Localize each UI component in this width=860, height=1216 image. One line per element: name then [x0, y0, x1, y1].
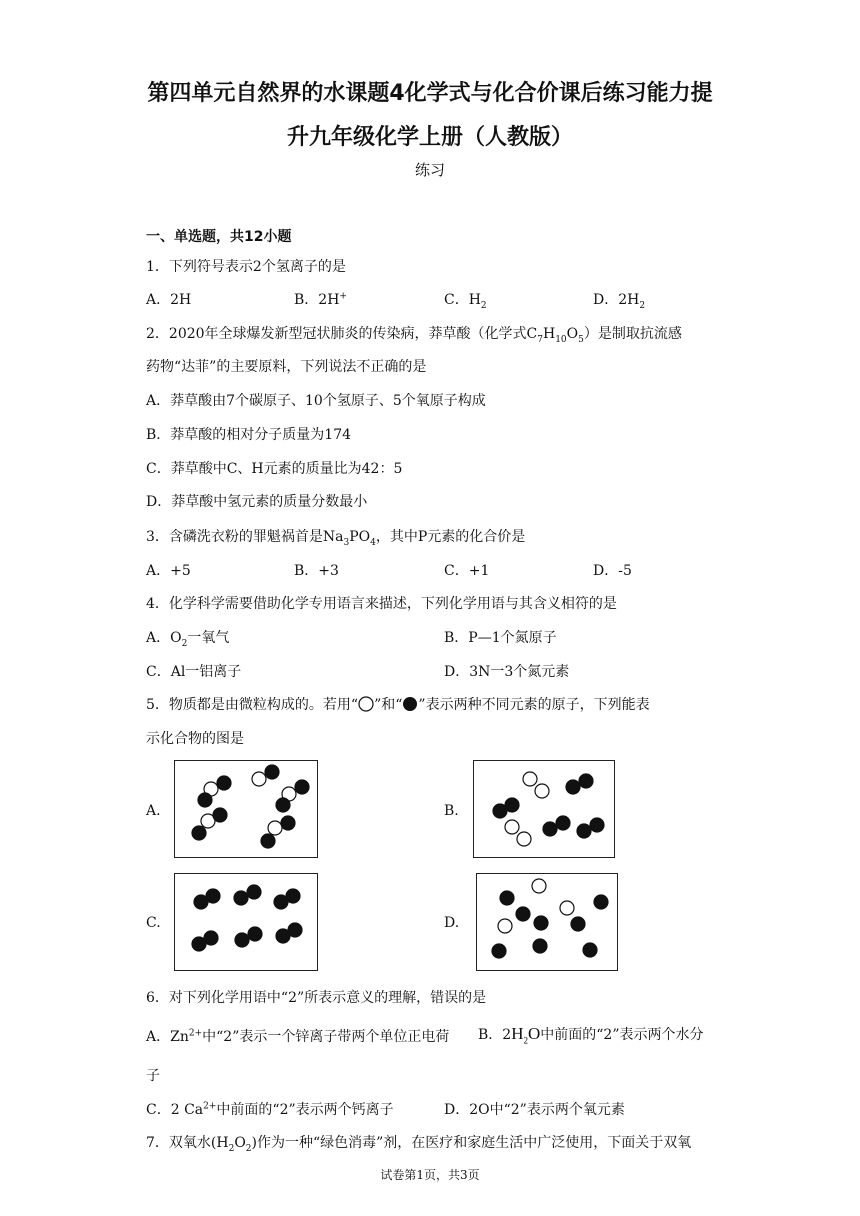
q6-option-b: B．$2H_2O$中前面的“2”表示两个水分 — [478, 1024, 704, 1046]
q5-diagram-b — [473, 760, 615, 858]
section-heading: 一、单选题，共12小题 — [146, 229, 292, 245]
q6-option-c: C．2 $Ca^{2+}$中前面的“2”表示两个钙离子 — [146, 1101, 394, 1118]
q3-option-a: A．+5 — [146, 563, 191, 579]
q2-option-a: A．莽草酸由7个碳原子、10个氢原子、5个氧原子构成 — [146, 393, 486, 409]
page-title-line-2: 升九年级化学上册（人教版） — [286, 125, 573, 150]
question-2-stem-line-2: 药物“达菲”的主要原料，下列说法不正确的是 — [146, 359, 427, 375]
q6-option-a: A．$Zn^{2+}$中“2”表示一个锌离子带两个单位正电荷 — [146, 1028, 450, 1045]
q1-option-b: B．2H+ — [294, 291, 347, 308]
question-1-stem: 1．下列符号表示2个氢离子的是 — [146, 259, 346, 275]
q2-option-b: B．莽草酸的相对分子质量为174 — [146, 427, 352, 443]
q1-option-a: A．2H — [146, 292, 192, 308]
page-title-line-1: 第四单元自然界的水课题4化学式与化合价课后练习能力提 — [147, 81, 713, 106]
q2-option-c: C．莽草酸中C、H元素的质量比为42：5 — [146, 461, 403, 477]
q2-option-d: D．莽草酸中氢元素的质量分数最小 — [146, 494, 368, 510]
q1-option-c: C．$H_2$ — [444, 292, 487, 311]
hollow-atom-icon — [358, 696, 374, 712]
q6-option-d: D．2O中“2”表示两个氧元素 — [444, 1102, 625, 1118]
page-footer: 试卷第1页，共3页 — [380, 1168, 480, 1182]
q4-option-a: A．$O_2$一氧气 — [146, 630, 230, 649]
q5-option-b-label: B. — [444, 803, 459, 819]
q3-option-d: D．-5 — [593, 563, 632, 579]
question-7-stem: 7．双氧水$(H_2O_2)$作为一种“绿色消毒”剂，在医疗和家庭生活中广泛使用，下面关于双氧 — [146, 1135, 692, 1154]
q5-option-c-label: C. — [146, 915, 161, 931]
q5-diagram-a — [174, 760, 318, 858]
q3-option-c: C．+1 — [444, 563, 490, 579]
question-2-stem-line-1: 2．2020年全球爆发新型冠状肺炎的传染病，莽草酸（化学式$C_7H_{10}O_5$）是制取抗流感 — [146, 326, 682, 345]
q4-option-d: D．3N一3个氮元素 — [444, 664, 570, 680]
filled-atom-icon — [402, 696, 418, 712]
q6-option-b-continued: 子 — [146, 1068, 160, 1084]
q5-option-d-label: D. — [444, 915, 460, 931]
q5-diagram-d — [476, 873, 618, 971]
question-5-stem-line-1: 5．物质都是由微粒构成的。若用“ ”和“ ”表示两种不同元素的原子，下列能表 — [146, 697, 650, 713]
question-4-stem: 4．化学科学需要借助化学专用语言来描述，下列化学用语与其含义相符的是 — [146, 596, 617, 612]
page-subtitle: 练习 — [414, 161, 445, 179]
q5-option-a-label: A. — [146, 803, 161, 819]
question-6-stem: 6．对下列化学用语中“2”所表示意义的理解，错误的是 — [146, 990, 487, 1006]
q4-option-b: B．P—1个氮原子 — [444, 630, 557, 646]
question-5-stem-line-2: 示化合物的图是 — [146, 731, 244, 747]
q4-option-c: C．Al一铝离子 — [146, 664, 242, 680]
q5-diagram-c — [174, 873, 318, 971]
q3-option-b: B．+3 — [294, 563, 339, 579]
question-3-stem: 3．含磷洗衣粉的罪魁祸首是$Na_3PO_4$，其中P元素的化合价是 — [146, 529, 526, 548]
q1-option-d: D．$2H_2$ — [593, 292, 646, 311]
